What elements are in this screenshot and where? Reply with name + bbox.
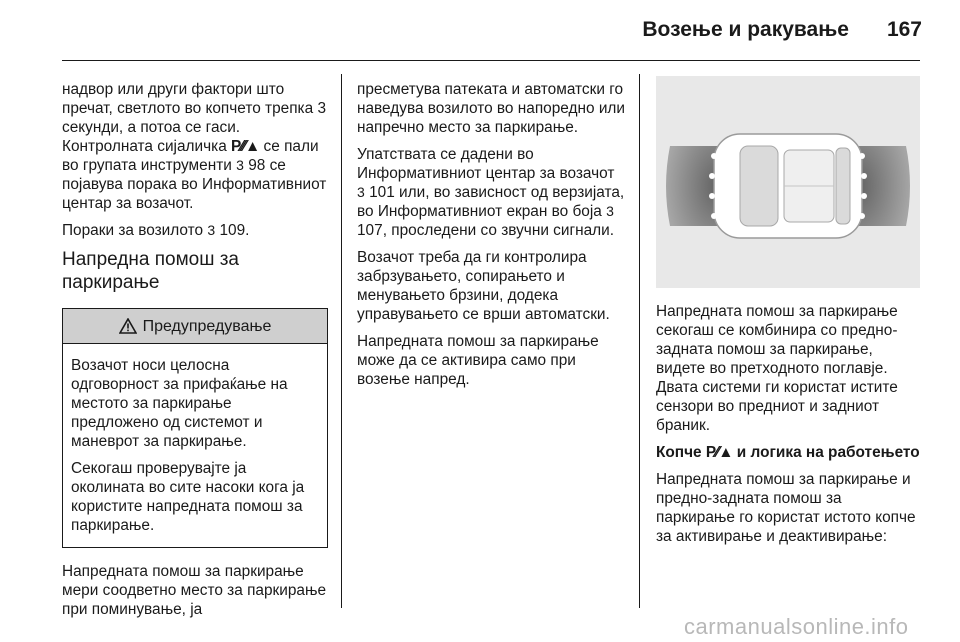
parking-button-icon: P⁄⁄▲: [705, 444, 733, 461]
car-top-view-icon: [656, 76, 920, 288]
parking-sensor-illustration: [656, 76, 920, 288]
page-ref-link[interactable]: 107: [357, 222, 383, 239]
subsection-heading: Копче P⁄⁄▲ и логика на работењето: [656, 444, 920, 461]
page-ref-link[interactable]: 98: [248, 157, 266, 174]
header-rule: [62, 60, 920, 61]
paragraph: Возачот треба да ги контролира забрзувањето, сопирањето и менувањето брзини, додека управувањето се врши автоматски.: [357, 249, 610, 323]
paragraph: Пораки за возилото 3 109.: [62, 222, 250, 239]
column-3: [656, 302, 924, 554]
paragraph: пресметува патеката и автоматски го наведува возилото во напоредно или напречно место за паркирање.: [357, 81, 625, 136]
page-ref-link[interactable]: 101: [369, 184, 395, 201]
warning-title: Предупредување: [142, 317, 272, 335]
column-divider-2: [639, 74, 640, 608]
page-header: [642, 18, 922, 42]
parking-indicator-icon: P⁄⁄⁄▲: [231, 138, 260, 155]
ref-arrow-icon: 3: [606, 203, 614, 219]
page-number: 167: [886, 18, 922, 41]
paragraph: Напредната помош за паркирање секогаш се комбинира со предно-задната помош за паркирање, видете во претходното поглавје. Двата системи ги користат истите сензори во предниот и задниот браник.: [656, 303, 898, 434]
ref-arrow-icon: 3: [207, 222, 216, 238]
warning-triangle-icon: [119, 318, 137, 334]
paragraph: Упатствата се дадени во Информативниот центар за возачот 3 101 или, во зависност од верзијата, во Информативниот екран во боја 3 107, проследени со звучни сигнали.: [357, 146, 625, 239]
page-ref-link[interactable]: 109: [219, 222, 246, 239]
column-divider-1: [341, 74, 342, 608]
warning-text: Возачот носи целосна одговорност за прифаќање на местото за паркирање предложено од системот и маневрот за паркирање.: [71, 357, 288, 450]
column-2: [357, 80, 625, 397]
section-title: Возење и ракување: [642, 18, 849, 41]
watermark: carmanualsonline.info: [684, 614, 909, 639]
column-1: [62, 80, 328, 627]
warning-body: [63, 344, 327, 547]
warning-header: [63, 309, 327, 344]
paragraph: Напредната помош за паркирање мери соодветно место за паркирање при поминување, ја: [62, 563, 327, 618]
ref-arrow-icon: 3: [236, 157, 244, 173]
warning-box: [62, 308, 328, 548]
warning-text: Секогаш проверувајте ја околината во сите насоки кога ја користите напредната помош за паркирање.: [71, 460, 305, 534]
paragraph: Напредната помош за паркирање и предно-задната помош за паркирање го користат истото копче за активирање и деактивирање:: [656, 471, 916, 545]
section-heading: Напредна помош за паркирање: [62, 249, 240, 293]
paragraph: надвор или други фактори што пречат, светлото во копчето трепка 3 секунди, а потоа се гаси. Контролната сијаличка P⁄⁄⁄▲ се пали во групата инструменти 3 98 се појавува порака во Информативниот центар за возачот.: [62, 81, 327, 212]
paragraph: Напредната помош за паркирање може да се активира само при возење напред.: [357, 333, 599, 388]
ref-arrow-icon: 3: [357, 184, 365, 200]
